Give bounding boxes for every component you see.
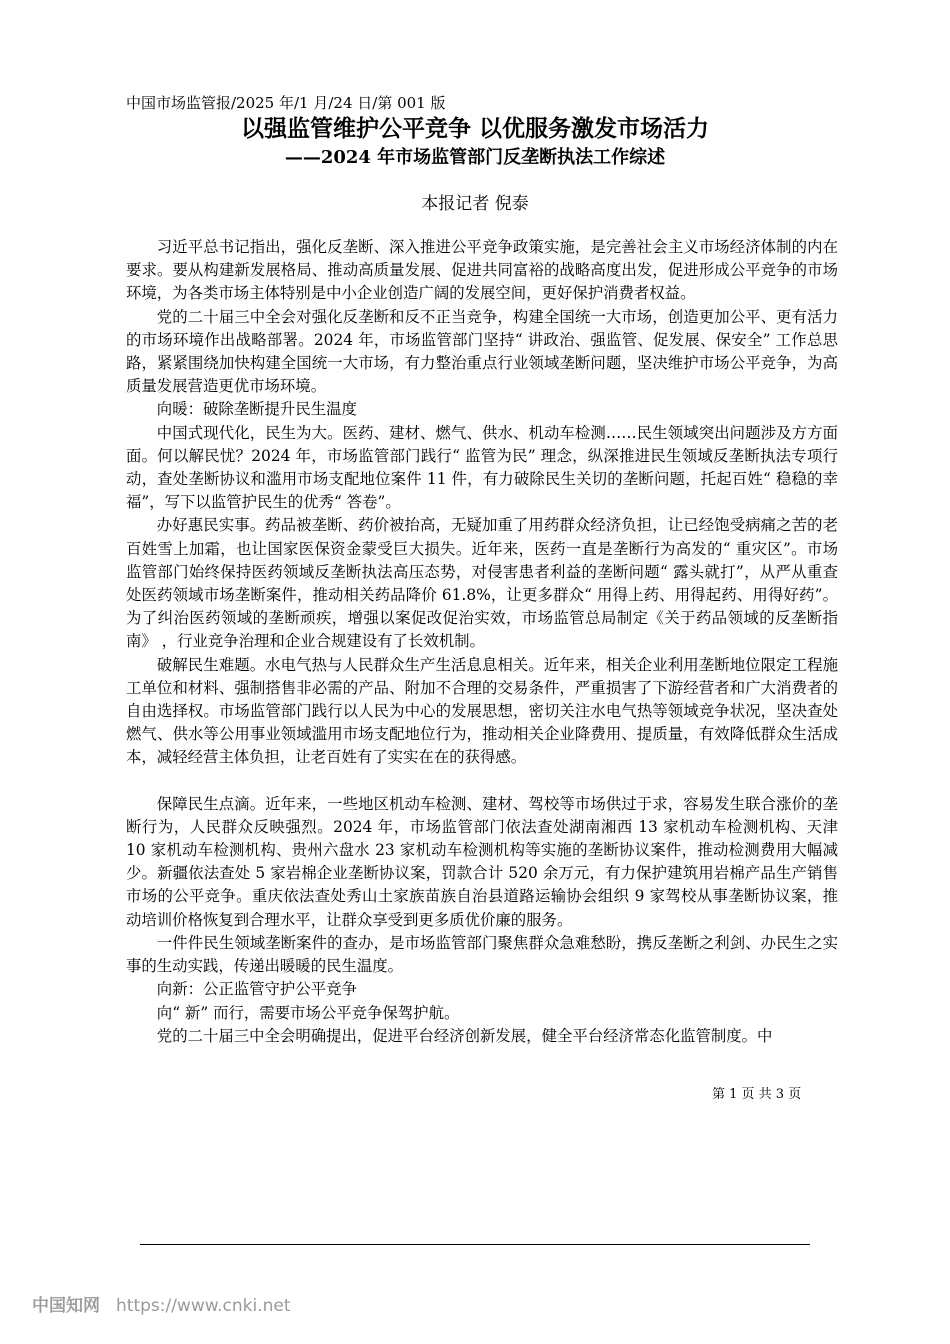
watermark-url[interactable]: https://www.cnki.net [116, 1296, 291, 1316]
page-number: 第 1 页 共 3 页 [712, 1087, 802, 1102]
paragraph: 保障民生点滴。近年来，一些地区机动车检测、建材、驾校等市场供过于求，容易发生联合涨价的垄断行为，人民群众反映强烈。2024 年，市场监管部门依法查处湖南湘西 13 家机动车检测机构、天津 10 家机动车检测机构、贵州六盘水 23 家机动车检测机构等实施的垄断协议案件，推动检测费用大幅减少。新疆依法查处 5 家岩棉企业垄断协议案，罚款合计 520 余万元，有力保护建筑用岩棉产品生产销售市场的公平竞争。重庆依法查处秀山土家族苗族自治县道路运输协会组织 9 家驾校从事垄断协议案，推动培训价格恢复到合理水平，让群众享受到更多质优价廉的服务。 [126, 794, 838, 929]
watermark-site-name: 中国知网 [32, 1296, 100, 1316]
paragraph: 一件件民生领域垄断案件的查办，是市场监管部门聚焦群众急难愁盼，携反垄断之利剑、办民生之实事的生动实践，传递出暖暖的民生温度。 [126, 933, 838, 976]
footer-divider [140, 1244, 810, 1245]
paragraph: 党的二十届三中全会明确提出，促进平台经济创新发展，健全平台经济常态化监管制度。中 [156, 1026, 773, 1045]
paragraph: 中国式现代化，民生为大。医药、建材、燃气、供水、机动车检测……民生领域突出问题涉及方方面面。何以解民忧？2024 年，市场监管部门践行“ 监管为民” 理念，纵深推进民生领域反垄断执法专项行动，查处垄断协议和滥用市场支配地位案件 11 件，有力破除民生关切的垄断问题，托起百姓“ 稳稳的幸福”，写下以监管护民生的优秀“ 答卷”。 [126, 423, 838, 512]
section-heading: 向暖：破除垄断提升民生温度 [156, 400, 357, 419]
cnki-watermark [32, 1294, 290, 1318]
section-heading: 向新：公正监管守护公平竞争 [156, 980, 357, 999]
article-body [126, 236, 838, 1048]
paragraph: 破解民生难题。水电气热与人民群众生产生活息息相关。近年来，相关企业利用垄断地位限定工程施工单位和材料、强制搭售非必需的产品、附加不合理的交易条件，严重损害了下游经营者和广大消费者的自由选择权。市场监管部门践行以人民为中心的发展思想，密切关注水电气热等领域竞争状况，坚决查处燃气、供水等公用事业领域滥用市场支配地位行为，推动相关企业降费用、提质量，有效降低群众生活成本，减轻经营主体负担，让老百姓有了实实在在的获得感。 [126, 655, 838, 767]
article-title: 以强监管维护公平竞争 以优服务激发市场活力 [240, 115, 709, 142]
paragraph: 向“ 新” 而行，需要市场公平竞争保驾护航。 [156, 1003, 460, 1022]
paragraph: 习近平总书记指出，强化反垄断、深入推进公平竞争政策实施，是完善社会主义市场经济体制的内在要求。要从构建新发展格局、推动高质量发展、促进共同富裕的战略高度出发，促进形成公平竞争的市场环境，为各类市场主体特别是中小企业创造广阔的发展空间，更好保护消费者权益。 [126, 238, 838, 303]
paragraph: 党的二十届三中全会对强化反垄断和反不正当竞争，构建全国统一大市场，创造更加公平、更有活力的市场环境作出战略部署。2024 年，市场监管部门坚持“ 讲政治、强监管、促发展、保安全” 工作总思路，紧紧围绕加快构建全国统一大市场，有力整治重点行业领域垄断问题，坚决维护市场公平竞争，为高质量发展营造更优市场环境。 [126, 307, 838, 396]
article-subtitle: ——2024 年市场监管部门反垄断执法工作综述 [284, 147, 666, 168]
paragraph: 办好惠民实事。药品被垄断、药价被抬高，无疑加重了用药群众经济负担，让已经饱受病痛之苦的老百姓雪上加霜，也让国家医保资金蒙受巨大损失。近年来，医药一直是垄断行为高发的“ 重灾区”。市场监管部门始终保持医药领域反垄断执法高压态势，对侵害患者利益的垄断问题“ 露头就打”，从严从重查处医药领域市场垄断案件，推动相关药品降价 61.8%，让更多群众“ 用得上药、用得起药、用得好药”。为了纠治医药领域的垄断顽疾，增强以案促改促治实效，市场监管总局制定《关于药品领域的反垄断指南》 ，行业竞争治理和企业合规建设有了长效机制。 [126, 516, 838, 651]
article-byline: 本报记者 倪泰 [421, 194, 529, 214]
source-line: 中国市场监管报/2025 年/1 月/24 日/第 001 版 [126, 94, 446, 112]
